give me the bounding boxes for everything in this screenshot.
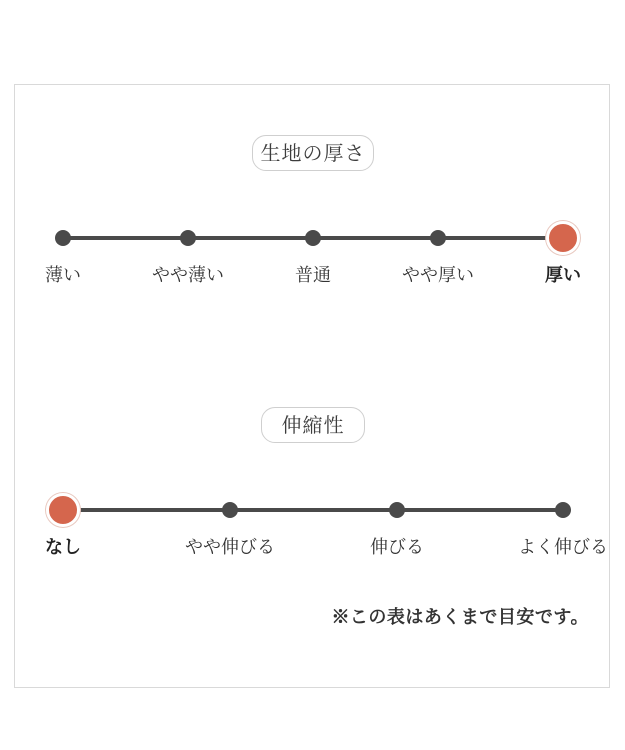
scale-track-stretch <box>63 508 563 512</box>
scale-thickness <box>45 223 581 293</box>
section-title-thickness: 生地の厚さ <box>252 135 374 171</box>
scale-label-thickness-1: やや薄い <box>152 265 224 285</box>
scale-label-stretch-3: よく伸びる <box>518 537 608 557</box>
spec-chart-card <box>14 84 610 688</box>
scale-dot-stretch-3[interactable] <box>555 502 571 518</box>
scale-dot-thickness-4-selected[interactable] <box>546 221 580 255</box>
scale-label-thickness-3: やや厚い <box>402 265 474 285</box>
scale-dot-stretch-2[interactable] <box>389 502 405 518</box>
scale-dot-thickness-3[interactable] <box>430 230 446 246</box>
scale-label-thickness-4: 厚い <box>545 265 581 285</box>
scale-label-stretch-1: やや伸びる <box>185 537 275 557</box>
chart-footnote: ※この表はあくまで目安です。 <box>331 607 589 627</box>
scale-dot-thickness-2[interactable] <box>305 230 321 246</box>
scale-dot-thickness-0[interactable] <box>55 230 71 246</box>
scale-label-thickness-2: 普通 <box>295 265 331 285</box>
scale-label-stretch-2: 伸びる <box>370 537 424 557</box>
scale-stretch <box>45 495 608 565</box>
scale-label-thickness-0: 薄い <box>45 265 81 285</box>
section-title-stretch: 伸縮性 <box>261 407 365 443</box>
scale-dot-stretch-0-selected[interactable] <box>46 493 80 527</box>
scale-dot-thickness-1[interactable] <box>180 230 196 246</box>
scale-dot-stretch-1[interactable] <box>222 502 238 518</box>
scale-label-stretch-0: なし <box>45 537 81 557</box>
